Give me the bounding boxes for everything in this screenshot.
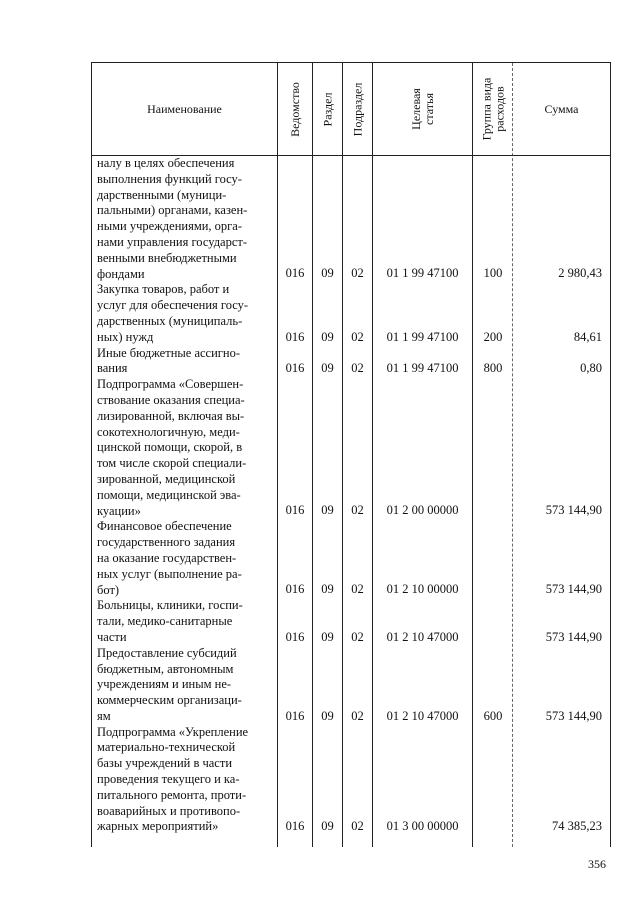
row-values — [92, 629, 610, 645]
row-name-line: ными учреждениями, орга- — [97, 219, 243, 234]
subsection-cell: 02 — [351, 503, 364, 518]
section-cell: 09 — [321, 361, 334, 376]
header-ministry: Ведомство — [287, 81, 302, 137]
ministry-cell: 016 — [285, 329, 305, 344]
table-row — [92, 377, 610, 519]
table-row — [92, 282, 610, 345]
table-row — [92, 346, 610, 378]
row-name-line: сокотехнологичную, меди- — [97, 424, 240, 439]
row-name-line: бюджетным, автономным — [97, 661, 234, 676]
row-name-line: на оказание государствен- — [97, 550, 237, 565]
row-name-line: государственного задания — [97, 535, 236, 550]
target-article-cell: 01 2 00 00000 — [386, 503, 459, 518]
page-number: 356 — [588, 857, 606, 871]
row-values — [92, 818, 610, 834]
row-name-line: помощи, медицинской эва- — [97, 487, 241, 502]
row-name-line: базы учреждений в части — [97, 756, 233, 771]
row-name-line: налу в целях обеспечения — [97, 156, 235, 170]
row-name-line: ствование оказания специа- — [97, 392, 245, 407]
row-name-line: Подпрограмма «Укрепление — [97, 724, 249, 739]
target-article-cell: 01 1 99 47100 — [386, 266, 459, 281]
ministry-cell: 016 — [285, 819, 305, 834]
sum-cell: 84,61 — [573, 329, 602, 344]
sum-cell: 573 144,90 — [545, 582, 602, 597]
sum-cell: 2 980,43 — [558, 266, 602, 281]
header-name: Наименование — [147, 101, 222, 116]
row-name-line: куации» — [97, 503, 141, 518]
table-row — [92, 725, 610, 836]
row-name-line: Финансовое обеспечение — [97, 519, 232, 534]
header-subsection: Подраздел — [350, 82, 365, 136]
row-name-line: ных) нужд — [97, 329, 154, 344]
section-cell: 09 — [321, 819, 334, 834]
row-name-line: пальными) органами, казен- — [97, 203, 248, 218]
row-name-line: венными внебюджетными — [97, 250, 237, 265]
row-values — [92, 360, 610, 376]
table-body — [92, 156, 610, 835]
row-name-line: части — [97, 629, 127, 644]
row-name-line: Больницы, клиники, госпи- — [97, 598, 243, 613]
subsection-cell: 02 — [351, 582, 364, 597]
target-article-cell: 01 2 10 47000 — [386, 708, 459, 723]
row-name-line: питального ремонта, проти- — [97, 787, 247, 802]
row-name-line: нами управления государст- — [97, 234, 248, 249]
sum-cell: 0,80 — [580, 361, 602, 376]
table-row — [92, 598, 610, 645]
table-row — [92, 646, 610, 725]
target-article-cell: 01 3 00 00000 — [386, 819, 459, 834]
ministry-cell: 016 — [285, 503, 305, 518]
row-name-line: выполнения функций госу- — [97, 171, 242, 186]
row-name-line: услуг для обеспечения госу- — [97, 298, 249, 313]
sum-cell: 573 144,90 — [545, 629, 602, 644]
row-name-line: дарственных (муниципаль- — [97, 313, 243, 328]
row-name-line: материально-технической — [97, 740, 236, 755]
sum-cell: 573 144,90 — [545, 708, 602, 723]
header-target-article: Целевая статья — [408, 88, 436, 130]
table-header — [92, 63, 610, 156]
budget-table — [91, 62, 611, 847]
subsection-cell: 02 — [351, 708, 364, 723]
expense-group-cell: 600 — [483, 708, 503, 723]
row-name-line: зированной, медицинской — [97, 471, 236, 486]
target-article-cell: 01 1 99 47100 — [386, 329, 459, 344]
row-values — [92, 329, 610, 345]
row-values — [92, 265, 610, 281]
row-name-line: Иные бюджетные ассигно- — [97, 345, 241, 360]
row-name-line: воаварийных и противопо- — [97, 803, 241, 818]
subsection-cell: 02 — [351, 329, 364, 344]
section-cell: 09 — [321, 503, 334, 518]
header-section: Раздел — [320, 92, 335, 126]
target-article-cell: 01 2 10 47000 — [386, 629, 459, 644]
row-name — [92, 156, 272, 282]
section-cell: 09 — [321, 266, 334, 281]
table-row — [92, 519, 610, 598]
table-row — [92, 156, 610, 282]
ministry-cell: 016 — [285, 582, 305, 597]
ministry-cell: 016 — [285, 361, 305, 376]
subsection-cell: 02 — [351, 629, 364, 644]
row-name-line: лизированной, включая вы- — [97, 408, 245, 423]
section-cell: 09 — [321, 582, 334, 597]
row-name-line: Закупка товаров, работ и — [97, 282, 230, 297]
row-name-line: вания — [97, 361, 128, 376]
row-name-line: Подпрограмма «Совершен- — [97, 377, 244, 392]
target-article-cell: 01 2 10 00000 — [386, 582, 459, 597]
target-article-cell: 01 1 99 47100 — [386, 361, 459, 376]
ministry-cell: 016 — [285, 266, 305, 281]
row-name-line: жарных мероприятий» — [97, 819, 219, 834]
row-values — [92, 581, 610, 597]
expense-group-cell: 800 — [483, 361, 503, 376]
row-name-line: ям — [97, 708, 111, 723]
section-cell: 09 — [321, 708, 334, 723]
header-sum: Сумма — [544, 101, 579, 116]
row-name-line: коммерческим организаци- — [97, 693, 242, 708]
subsection-cell: 02 — [351, 266, 364, 281]
row-name-line: ных услуг (выполнение ра- — [97, 566, 242, 581]
row-name-line: фондами — [97, 266, 145, 281]
row-name-line: тали, медико-санитарные — [97, 614, 233, 629]
sum-cell: 573 144,90 — [545, 503, 602, 518]
ministry-cell: 016 — [285, 629, 305, 644]
expense-group-cell: 200 — [483, 329, 503, 344]
ministry-cell: 016 — [285, 708, 305, 723]
section-cell: 09 — [321, 629, 334, 644]
expense-group-cell: 100 — [483, 266, 503, 281]
row-values — [92, 502, 610, 518]
row-name — [92, 377, 272, 519]
subsection-cell: 02 — [351, 819, 364, 834]
row-name-line: Предоставление субсидий — [97, 645, 237, 660]
row-name-line: цинской помощи, скорой, в — [97, 440, 243, 455]
section-cell: 09 — [321, 329, 334, 344]
row-name-line: дарственными (муници- — [97, 187, 227, 202]
header-expense-group: Группа вида расходов — [479, 77, 506, 141]
sum-cell: 74 385,23 — [552, 819, 602, 834]
row-name-line: проведения текущего и ка- — [97, 772, 240, 787]
row-name-line: бот) — [97, 582, 120, 597]
row-name-line: учреждениям и иным не- — [97, 677, 232, 692]
row-values — [92, 708, 610, 724]
subsection-cell: 02 — [351, 361, 364, 376]
row-name-line: том числе скорой специали- — [97, 456, 247, 471]
